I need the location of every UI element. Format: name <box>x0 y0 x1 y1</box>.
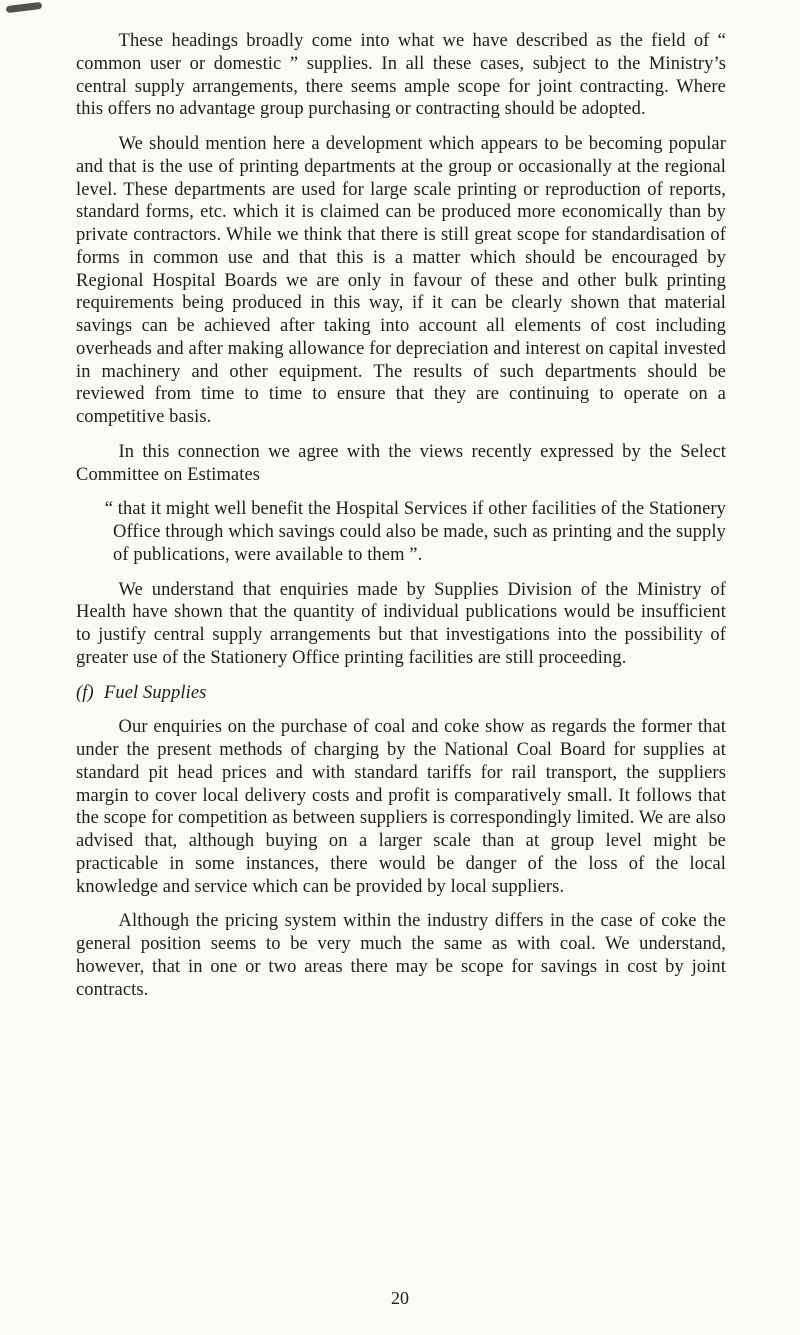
page-body <box>76 30 726 1013</box>
page-number: 20 <box>391 1288 409 1308</box>
section-title: Fuel Supplies <box>103 682 207 703</box>
paragraph-coal-purchase: Our enquiries on the purchase of coal and coke show as regards the former that under the present methods of charging by the National Coal Board for supplies at standard pit head prices and with standard tariffs for rail transport, the suppliers margin to cover local delivery costs and profit is comparatively small. It follows that the scope for competition as between suppliers is correspondingly limited. We are also advised that, although buying on a larger scale than at group level might be practicable in some instances, there would be danger of the loss of the local knowledge and service which can be provided by local suppliers. <box>76 717 726 897</box>
paragraph-select-committee-intro: In this connection we agree with the views recently expressed by the Select Committee on Estimates <box>76 441 726 485</box>
paragraph-supplies-division-enquiries: We understand that enquiries made by Supplies Division of the Ministry of Health have shown that the quantity of individual publications would be insufficient to justify central supply arrangements but that investigations into the possibility of greater use of the Stationery Office printing facilities are still proceeding. <box>76 579 726 668</box>
paragraph-printing-departments: We should mention here a development which appears to be becoming popular and that is the use of printing departments at the group or occasionally at the regional level. These departments are used for large scale printing or reproduction of reports, standard forms, etc. which it is claimed can be produced more economically than by private contractors. While we think that there is still great scope for standardisation of forms in common use and that this is a matter which should be encouraged by Regional Hospital Boards we are only in favour of these and other bulk printing requirements being produced in this way, if it can be clearly shown that material savings can be achieved after taking into account all elements of cost including overheads and after making allowance for depreciation and interest on capital invested in machinery and other equipment. The results of such departments should be reviewed from time to time to ensure that they are continuing to operate on a competitive basis. <box>76 134 726 427</box>
scan-artifact-mark <box>6 2 43 13</box>
section-label: (f) <box>76 682 94 703</box>
paragraph-coke-pricing: Although the pricing system within the industry differs in the case of coke the general position seems to be very much the same as with coal. We understand, however, that in one or two areas there may be scope for savings in cost by joint contracts. <box>76 911 726 1000</box>
section-heading-fuel-supplies <box>76 682 726 705</box>
paragraph-common-user-supplies: These headings broadly come into what we have described as the field of “ common user or domestic ” supplies. In all these cases, subject to the Ministry’s central supply arrangements, there seems ample scope for joint contracting. Where this offers no advantage group purchasing or contracting should be adopted. <box>76 31 726 120</box>
quoted-passage-stationery-office: “ that it might well benefit the Hospital Services if other facilities of the Stationery Office through which savings could also be made, such as printing and the supply of publications, were available to them ”. <box>104 499 726 565</box>
